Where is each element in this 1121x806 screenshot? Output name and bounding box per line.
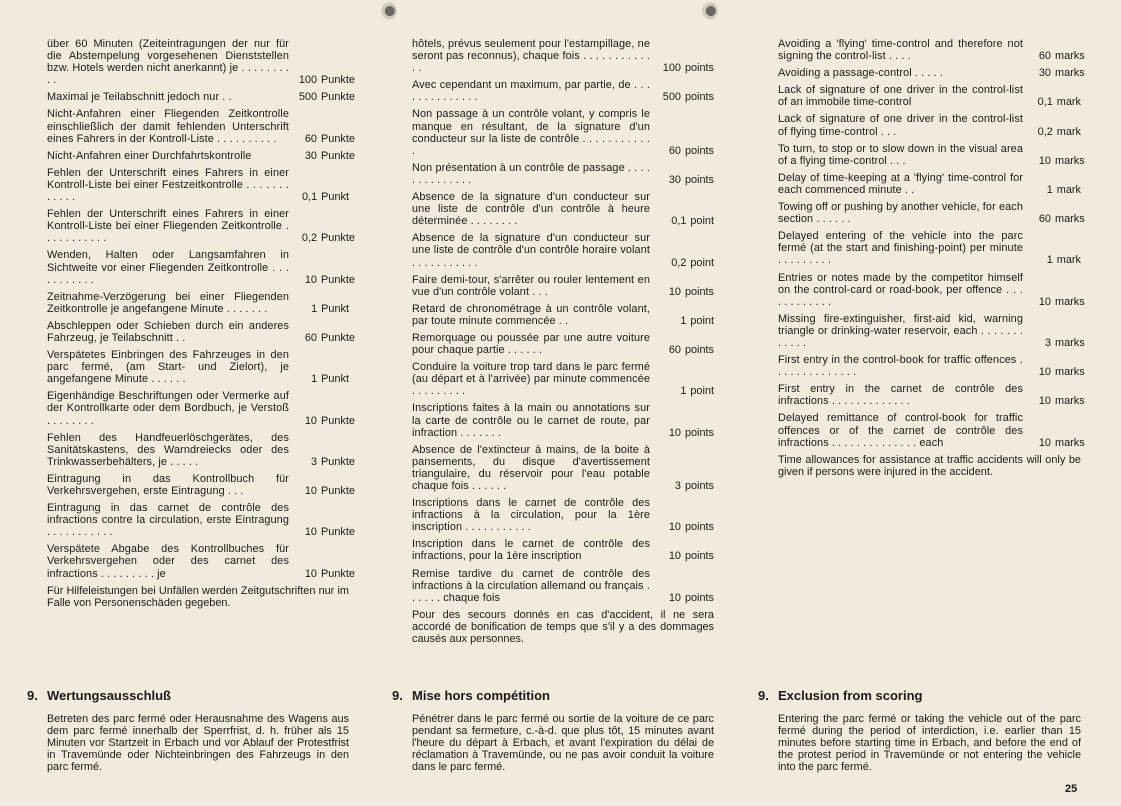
- penalty-amount: 500: [662, 91, 681, 104]
- penalty-description: Verspätete Abgabe des Kontrollbuches für Verkehrsvergehen oder des carnet des infractions . . . . . . . . . je: [47, 543, 289, 580]
- penalty-amount: 10: [668, 285, 681, 298]
- section-title: Mise hors compétition: [412, 688, 550, 703]
- penalty-entry: [47, 390, 355, 427]
- penalty-description: Zeitnahme-Verzögerung bei einer Fliegenden Zeitkontrolle je angefangene Minute . . . . . . .: [47, 290, 289, 315]
- german-section-heading: [27, 688, 349, 703]
- german-column: [47, 38, 355, 609]
- penalty-value: [289, 373, 349, 385]
- penalty-value: [1023, 50, 1085, 63]
- penalty-amount: 60: [304, 132, 317, 145]
- penalty-value: [650, 91, 714, 103]
- penalty-entry: [412, 402, 714, 438]
- penalty-value: [289, 132, 355, 145]
- penalty-entry: [778, 172, 1081, 196]
- penalty-value: [289, 273, 355, 286]
- penalty-entry: [412, 274, 714, 298]
- penalty-description: Retard de chronométrage à un contrôle volant, par toute minute commencée . .: [412, 302, 650, 327]
- penalty-description: Inscriptions faites à la main ou annotations sur la carte de contrôle ou le carnet de route, par infraction . . . . . . .: [412, 402, 650, 439]
- penalty-amount: 3: [1044, 336, 1051, 349]
- penalty-unit: marks: [1055, 154, 1085, 167]
- penalty-entry: [47, 472, 355, 497]
- penalty-value: [650, 385, 714, 397]
- penalty-amount: 60: [668, 144, 681, 157]
- penalty-value: [1023, 436, 1085, 449]
- penalty-description: Missing fire-extinguisher, first-aid kid, warning triangle or drinking-water reservoir, each . . . . . . . . . . . .: [778, 312, 1023, 349]
- penalty-amount: 0,2: [1037, 125, 1053, 138]
- section-number: 9.: [27, 688, 38, 703]
- penalty-amount: 10: [304, 414, 317, 427]
- penalty-unit: points: [684, 550, 714, 563]
- penalty-amount: 30: [668, 173, 681, 186]
- binding-hole-right: [700, 2, 718, 20]
- penalty-entry: [47, 502, 355, 539]
- french-penalty-list: [412, 38, 714, 604]
- penalty-value: [289, 567, 355, 580]
- penalty-description: Conduire la voiture trop tard dans le parc fermé (au départ et à l'arrivée) par minute commencée . . . . . . . . .: [412, 361, 650, 398]
- penalty-description: über 60 Minuten (Zeiteintragungen der nur für die Abstempelung vorgesehenen Dienststellen bzw. Hotels werden nicht anerkannt) je . . . . . . . . . .: [47, 38, 289, 87]
- penalty-value: [289, 455, 355, 468]
- penalty-entry: [47, 149, 355, 162]
- penalty-entry: [412, 232, 714, 268]
- penalty-unit: Punkte: [321, 414, 355, 427]
- penalty-description: Nicht-Anfahren einer Durchfahrtskontrolle: [47, 149, 252, 162]
- french-assistance-note: Pour des secours donnés en cas d'accident, il ne sera accordé de bonification de temps que s'il y a des dommages causés aux personnes.: [412, 608, 714, 646]
- penalty-entry: [47, 431, 355, 468]
- penalty-description: Delay of time-keeping at a 'flying' time-control for each commenced minute . .: [778, 171, 1023, 196]
- penalty-entry: [778, 383, 1085, 408]
- penalty-description: Delayed remittance of control-book for traffic offences or of the carnet de contrôle des infractions . . . . . . . . . . . . . . each: [778, 412, 1023, 449]
- penalty-entry: [412, 79, 714, 103]
- penalty-amount: 10: [304, 567, 317, 580]
- penalty-entry: [778, 230, 1081, 266]
- penalty-amount: 60: [668, 344, 681, 357]
- penalty-value: [650, 286, 714, 298]
- penalty-unit: point: [690, 256, 714, 269]
- penalty-value: [1023, 184, 1081, 196]
- penalty-value: [1023, 154, 1085, 167]
- french-exclusion-section: [392, 688, 714, 773]
- penalty-description: First entry in the control-book for traffic offences . . . . . . . . . . . . . .: [778, 354, 1023, 379]
- penalty-entry: [778, 271, 1085, 308]
- penalty-value: [650, 550, 714, 562]
- penalty-entry: [412, 108, 714, 156]
- penalty-unit: Punkte: [321, 455, 355, 468]
- penalty-value: [650, 344, 714, 356]
- page-number: 25: [1065, 783, 1078, 795]
- penalty-unit: points: [684, 521, 714, 534]
- penalty-entry: [412, 191, 714, 227]
- penalty-unit: marks: [1055, 213, 1085, 226]
- penalty-amount: 100: [662, 62, 681, 75]
- penalty-amount: 3: [674, 480, 681, 492]
- penalty-unit: Punkt: [321, 302, 349, 315]
- section-text: Entering the parc fermé or taking the vehicle out of the parc fermé during the period of interdiction, i.e. earlier than 15 minutes before starting time in Erbach, and before the end of the protest period in Travemünde or not entering the vehicle into the parc fermé.: [778, 713, 1081, 774]
- penalty-value: [289, 91, 355, 104]
- penalty-unit: mark: [1056, 125, 1081, 138]
- penalty-unit: Punkte: [321, 232, 355, 245]
- french-section-heading: [392, 688, 714, 703]
- penalty-description: Nicht-Anfahren einer Fliegenden Zeitkontrolle einschließlich der damit fehlenden Unterschrift eines Fahrers in der Kontroll-Liste . . . . . . . . . .: [47, 108, 289, 145]
- penalty-unit: points: [684, 144, 714, 157]
- penalty-amount: 0,1: [671, 215, 687, 228]
- penalty-amount: 10: [668, 521, 681, 534]
- penalty-unit: Punkte: [321, 273, 355, 286]
- penalty-unit: marks: [1055, 336, 1085, 349]
- penalty-unit: mark: [1056, 254, 1081, 267]
- penalty-description: Towing off or pushing by another vehicle, for each section . . . . . .: [778, 201, 1023, 226]
- penalty-amount: 100: [298, 74, 317, 87]
- penalty-entry: [47, 543, 355, 580]
- penalty-entry: [778, 201, 1085, 226]
- penalty-entry: [412, 303, 714, 327]
- penalty-unit: points: [684, 480, 714, 492]
- penalty-unit: Punkte: [321, 567, 355, 580]
- penalty-unit: Punkte: [321, 74, 355, 87]
- penalty-description: Wenden, Halten oder Langsamfahren in Sichtweite vor einer Fliegenden Zeitkontrolle . . . . . . . . . . .: [47, 249, 289, 286]
- penalty-description: hôtels, prévus seulement pour l'estampillage, ne seront pas reconnus), chaque fois . . . . . . . . . . . . .: [412, 38, 650, 75]
- penalty-description: Absence de la signature d'un conducteur sur une liste de contrôle d'un contrôle horaire volant . . . . . . . . . . .: [412, 232, 650, 269]
- penalty-entry: [47, 249, 355, 286]
- german-exclusion-section: [27, 688, 349, 773]
- penalty-amount: 0,1: [302, 191, 318, 204]
- penalty-entry: [412, 538, 714, 562]
- penalty-amount: 10: [668, 550, 681, 563]
- penalty-description: Inscription dans le carnet de contrôle des infractions, pour la 1ère inscription: [412, 538, 650, 563]
- penalty-unit: Punkt: [321, 373, 349, 386]
- penalty-amount: 1: [680, 314, 687, 327]
- penalty-amount: 60: [1038, 50, 1051, 63]
- penalty-unit: marks: [1055, 295, 1085, 308]
- penalty-entry: [47, 167, 349, 203]
- penalty-description: Lack of signature of one driver in the control-list of an immobile time-control: [778, 84, 1023, 109]
- penalty-value: [1023, 96, 1081, 108]
- penalty-amount: 60: [1038, 213, 1051, 226]
- penalty-amount: 10: [304, 485, 317, 497]
- penalty-entry: [47, 291, 349, 315]
- penalty-value: [289, 303, 349, 315]
- penalty-unit: marks: [1055, 366, 1085, 379]
- penalty-description: Fehlen der Unterschrift eines Fahrers in einer Kontroll-Liste bei einer Fliegenden Zeitkontrolle . . . . . . . . . . .: [47, 208, 289, 245]
- penalty-value: [650, 480, 714, 492]
- penalty-description: Absence de l'extincteur à mains, de la boite à pansements, du disque d'avertissement triangulaire, du réservoir pour l'eau potable chaque fois . . . . . .: [412, 443, 650, 492]
- penalty-unit: points: [684, 91, 714, 104]
- penalty-unit: points: [684, 426, 714, 439]
- english-penalty-list: [778, 38, 1085, 449]
- penalty-description: Eintragung in das Kontrollbuch für Verkehrsvergehen, erste Eintragung . . .: [47, 472, 289, 497]
- penalty-value: [289, 149, 355, 162]
- penalty-entry: [778, 312, 1085, 349]
- penalty-value: [289, 74, 355, 87]
- penalty-value: [650, 592, 714, 604]
- penalty-amount: 1: [311, 373, 318, 386]
- penalty-description: Inscriptions dans le carnet de contrôle des infractions à la circulation, pour la 1ère inscription . . . . . . . . . . .: [412, 497, 650, 534]
- penalty-value: [1023, 126, 1081, 138]
- penalty-amount: 0,2: [671, 256, 687, 269]
- penalty-amount: 10: [668, 591, 681, 604]
- german-penalty-list: [47, 38, 355, 580]
- penalty-description: Maximal je Teilabschnitt jedoch nur . .: [47, 91, 232, 104]
- penalty-entry: [47, 108, 355, 145]
- penalty-entry: [778, 113, 1081, 137]
- penalty-value: [289, 526, 355, 539]
- penalty-unit: points: [684, 173, 714, 186]
- penalty-unit: marks: [1055, 436, 1085, 449]
- penalty-amount: 0,2: [301, 232, 317, 245]
- penalty-entry: [778, 142, 1085, 167]
- penalty-amount: 1: [1046, 183, 1053, 196]
- penalty-value: [650, 174, 714, 186]
- penalty-entry: [47, 38, 355, 87]
- penalty-unit: marks: [1055, 67, 1085, 80]
- penalty-unit: Punkte: [321, 149, 355, 162]
- penalty-amount: 10: [1038, 395, 1051, 408]
- penalty-amount: 1: [680, 385, 687, 398]
- penalty-value: [1023, 213, 1085, 226]
- penalty-description: Fehlen des Handfeuerlöschgerätes, des Sanitätskastens, des Warndreiecks oder des Trinkwasserbehälters, je . . . . .: [47, 431, 289, 468]
- penalty-value: [289, 232, 355, 245]
- penalty-entry: [412, 361, 714, 397]
- penalty-amount: 1: [1046, 254, 1053, 267]
- english-column: [778, 38, 1085, 478]
- penalty-amount: 10: [304, 526, 317, 539]
- penalty-value: [289, 414, 355, 427]
- penalty-description: Avoiding a 'flying' time-control and therefore not signing the control-list . . . .: [778, 38, 1023, 63]
- penalty-unit: Punkte: [321, 91, 355, 104]
- penalty-entry: [778, 84, 1081, 108]
- penalty-entry: [778, 67, 1085, 80]
- penalty-amount: 10: [1038, 436, 1051, 449]
- penalty-value: [650, 215, 714, 227]
- penalty-unit: mark: [1056, 96, 1081, 109]
- penalty-entry: [47, 319, 355, 344]
- penalty-description: Non passage à un contrôle volant, y compris le manque en résultant, de la signature d'un conducteur sur la liste de contrôle . . . . . . . . . . . .: [412, 108, 650, 157]
- penalty-amount: 500: [298, 91, 317, 104]
- penalty-entry: [412, 497, 714, 533]
- penalty-description: Abschleppen oder Schieben durch ein anderes Fahrzeug, je Teilabschnitt . .: [47, 319, 289, 344]
- penalty-amount: 30: [304, 149, 317, 162]
- section-number: 9.: [758, 688, 769, 703]
- penalty-description: Absence de la signature d'un conducteur sur une liste de contrôle d'un contrôle à heure déterminée . . . . . . . .: [412, 191, 650, 228]
- penalty-unit: Punkte: [321, 132, 355, 145]
- penalty-description: Avoiding a passage-control . . . . .: [778, 67, 944, 80]
- penalty-entry: [47, 349, 349, 385]
- penalty-amount: 30: [1038, 67, 1051, 80]
- penalty-value: [650, 62, 714, 74]
- penalty-value: [1023, 254, 1081, 266]
- french-column: [412, 38, 714, 645]
- penalty-entry: [778, 354, 1085, 379]
- penalty-description: First entry in the carnet de contrôle des infractions . . . . . . . . . . . . .: [778, 383, 1023, 408]
- penalty-entry: [412, 38, 714, 74]
- penalty-unit: Punkte: [321, 526, 355, 539]
- penalty-description: Faire demi-tour, s'arrêter ou rouler lentement en vue d'un contrôle volant . . .: [412, 273, 650, 298]
- penalty-unit: point: [690, 215, 714, 228]
- penalty-unit: marks: [1055, 50, 1085, 63]
- penalty-value: [1023, 366, 1085, 379]
- penalty-value: [1023, 67, 1085, 80]
- penalty-amount: 10: [668, 426, 681, 439]
- english-exclusion-section: [758, 688, 1081, 773]
- penalty-unit: Punkte: [321, 485, 355, 497]
- penalty-entry: [47, 208, 355, 245]
- penalty-amount: 0,1: [1037, 96, 1053, 109]
- penalty-value: [1023, 336, 1085, 349]
- penalty-unit: points: [684, 62, 714, 75]
- penalty-amount: 1: [311, 302, 318, 315]
- penalty-description: Verspätetes Einbringen des Fahrzeuges in den parc fermé, (am Start- und Zielort), je angefangene Minute . . . . . .: [47, 349, 289, 386]
- penalty-description: Non présentation à un contrôle de passage . . . . . . . . . . . . . .: [412, 161, 650, 186]
- english-assistance-note: Time allowances for assistance at traffic accidents will only be given if persons were injured in the accident.: [778, 453, 1081, 478]
- section-number: 9.: [392, 688, 403, 703]
- penalty-unit: Punkt: [321, 191, 349, 204]
- penalty-unit: point: [690, 314, 714, 327]
- penalty-amount: 10: [1038, 154, 1051, 167]
- penalty-description: Remorquage ou poussée par une autre voiture pour chaque partie . . . . . .: [412, 331, 650, 357]
- penalty-amount: 60: [304, 331, 317, 344]
- penalty-value: [650, 145, 714, 157]
- penalty-entry: [412, 162, 714, 186]
- penalty-value: [289, 331, 355, 344]
- penalty-value: [650, 257, 714, 269]
- penalty-value: [289, 485, 355, 497]
- penalty-entry: [412, 568, 714, 604]
- penalty-value: [650, 521, 714, 533]
- penalty-amount: 10: [1038, 295, 1051, 308]
- penalty-description: Delayed entering of the vehicle into the parc fermé (at the start and finishing-point) per minute . . . . . . . . .: [778, 230, 1023, 267]
- penalty-entry: [778, 412, 1085, 449]
- penalty-description: Fehlen der Unterschrift eines Fahrers in einer Kontroll-Liste bei einer Festzeitkontrolle . . . . . . . . . . . .: [47, 166, 289, 204]
- penalty-description: Remise tardive du carnet de contrôle des infractions à la circulation allemand ou français . . . . . . chaque fois: [412, 567, 650, 604]
- penalty-description: Eigenhändige Beschriftungen oder Vermerke auf der Kontrollkarte oder dem Bordbuch, je Verstoß . . . . . . . .: [47, 390, 289, 427]
- penalty-unit: marks: [1055, 395, 1085, 408]
- penalty-description: To turn, to stop or to slow down in the visual area of a flying time-control . . .: [778, 142, 1023, 167]
- section-title: Exclusion from scoring: [778, 688, 923, 703]
- penalty-description: Lack of signature of one driver in the control-list of flying time-control . . .: [778, 113, 1023, 138]
- section-text: Betreten des parc fermé oder Herausnahme des Wagens aus dem parc fermé innerhalb der Sperrfrist, d. h. früher als 15 Minuten vor Startzeit in Erbach und vor Ablauf der Protestfrist in Travemünde oder Nichteinbringen des Fahrzeugs in den parc fermé.: [47, 713, 349, 774]
- penalty-entry: [412, 444, 714, 492]
- penalty-value: [289, 191, 349, 203]
- penalty-value: [1023, 295, 1085, 308]
- section-text: Pénétrer dans le parc fermé ou sortie de la voiture de ce parc pendant sa fermeture, c.-à-d. que plus tôt, 15 minutes avant l'heure du départ à Erbach, et avant l'expiration du délai de réclamation à Travemünde, ou ne pas avoir conduit la voiture dans le parc fermé.: [412, 713, 714, 774]
- penalty-amount: 10: [304, 273, 317, 286]
- penalty-unit: points: [684, 591, 714, 604]
- penalty-unit: points: [684, 344, 714, 357]
- penalty-entry: [778, 38, 1085, 63]
- penalty-description: Eintragung in das carnet de contrôle des infractions contre la circulation, erste Eintragung . . . . . . . . . . .: [47, 502, 289, 539]
- penalty-amount: 3: [310, 455, 317, 468]
- penalty-entry: [412, 332, 714, 356]
- penalty-unit: point: [690, 385, 714, 398]
- german-assistance-note: Für Hilfeleistungen bei Unfällen werden Zeitgutschriften nur im Falle von Personenschäden gegeben.: [47, 584, 349, 609]
- penalty-value: [650, 315, 714, 327]
- penalty-unit: mark: [1056, 183, 1081, 196]
- section-title: Wertungsausschluß: [47, 688, 172, 703]
- penalty-unit: points: [684, 285, 714, 298]
- penalty-value: [1023, 395, 1085, 408]
- penalty-value: [650, 427, 714, 439]
- english-section-heading: [758, 688, 1081, 703]
- penalty-description: Avec cependant un maximum, par partie, de . . . . . . . . . . . . . .: [412, 79, 650, 104]
- binding-hole-left: [379, 2, 397, 20]
- penalty-entry: [47, 91, 355, 104]
- penalty-unit: Punkte: [321, 331, 355, 344]
- penalty-amount: 10: [1038, 366, 1051, 379]
- penalty-description: Entries or notes made by the competitor himself on the control-card or road-book, per offence . . . . . . . . . . . .: [778, 271, 1023, 308]
